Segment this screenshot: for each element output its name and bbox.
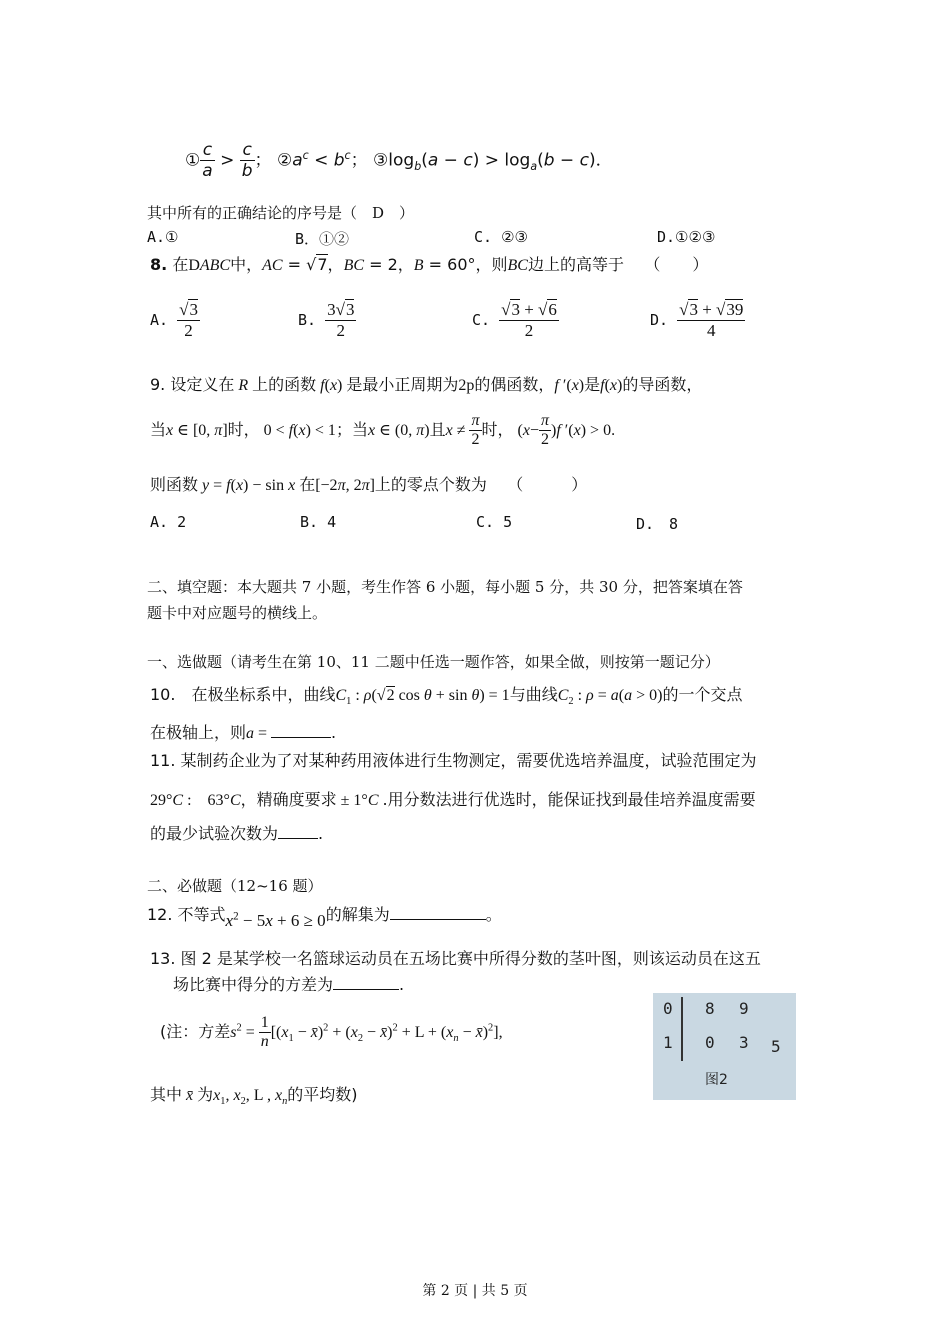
q11-line1: 11. 某制药企业为了对某种药用液体进行生物测定，需要优选培养温度，试验范围定为: [150, 751, 757, 770]
q9-l2-e: 时，: [481, 420, 514, 439]
q12-text-a: 12. 不等式: [147, 905, 226, 924]
q9-l3-c: 上的零点个数为: [374, 475, 487, 494]
q9-option-d: D. 8: [636, 515, 679, 533]
leaf-0-0: 8: [705, 999, 715, 1018]
q8-text-d: 边上的高等于: [527, 255, 624, 274]
q11-line2: 29°C : 63°C，精确度要求 ± 1°C .用分数法进行优选时，能保证找到最佳培养温度需要: [150, 790, 756, 809]
q9-l1-c: 是最小正周期为: [346, 375, 459, 394]
q8-label-b: B.: [298, 311, 317, 329]
q11-answer-blank[interactable]: [278, 838, 318, 839]
q8-answer-a: $\frac{√3}{2}$: [179, 300, 198, 340]
optional-heading: 一、选做题（请考生在第 10、11 二题中任选一题作答，如果全做，则按第一题记分）: [147, 653, 720, 671]
q8-answer-d: $\frac{√3 + √39}{4}$: [679, 300, 744, 340]
q10-l1-a: 10. 在极坐标系中，曲线: [150, 685, 336, 704]
q11-l2-b: .用分数法进行优选时，能保证找到最佳培养温度需要: [382, 790, 756, 809]
q8-option-c: [472, 300, 559, 341]
q9-l1-e: 是: [584, 375, 601, 394]
q8-answer-b: $\frac{3√3}{2}$: [327, 300, 355, 340]
q9-option-a: A. 2: [150, 513, 187, 531]
q7-option-d: D.①②③: [657, 228, 716, 246]
q8-option-d: [650, 300, 745, 341]
q9-line2: 当x ∈ [0, π]时， 0 < f(x) < 1；当x ∈ (0, π)且x ≠ $\frac{\pi}{2}$ 时， (x− $\frac{\pi}{2}$ )f ′(x) > 0.: [150, 412, 616, 448]
q9-option-c: C. 5: [476, 513, 513, 531]
q7-prompt: 其中所有的正确结论的序号是（ D ）: [147, 204, 415, 222]
leaf-0-1: 9: [739, 999, 749, 1018]
q9-option-b: B. 4: [300, 513, 337, 531]
q9-paren: （ ）: [507, 475, 588, 494]
q10-l1-b: 与曲线: [509, 685, 558, 704]
q10-line2: 在极轴上，则a = .: [150, 723, 337, 742]
q7-conditions: ① $\frac{c}{a}$ > $\frac{c}{b}$ ； $②a^c < b^c$； $③\log_b(a - c) > \log_a(b - c)$．: [185, 140, 613, 181]
q12-text-b: 的解集为: [325, 905, 390, 924]
q8-label-d: D.: [650, 311, 669, 329]
frac-pi-2: $\frac{\pi}{2}$: [471, 412, 480, 448]
required-heading: 二、必做题（12~16 题）: [147, 877, 323, 895]
section2-heading-line1: 二、填空题：本大题共 7 小题，考生作答 6 小题，每小题 5 分，共 30 分，把答案填在答: [147, 578, 743, 596]
q13-note-c: 为: [197, 1085, 214, 1104]
q8-label-c: C.: [472, 311, 491, 329]
q7-option-a: A.①: [147, 228, 179, 246]
q13-note-b: 其中: [150, 1085, 183, 1104]
cond1-marker: ①: [185, 150, 201, 171]
q13-l2-text: 场比赛中得分的方差为: [173, 975, 334, 994]
q10-l2-a: 在极轴上，则: [150, 723, 247, 742]
q8-paren: （ ）: [644, 255, 709, 274]
leaf-1-1: 3: [739, 1033, 749, 1052]
q13-line2: 场比赛中得分的方差为 .: [173, 975, 405, 994]
stem-0: 0: [663, 999, 673, 1018]
stem-leaf-figure: [653, 993, 796, 1100]
q10-answer-blank[interactable]: [271, 737, 331, 738]
frac-pi-2b: $\frac{\pi}{2}$: [540, 412, 549, 448]
q9-l1-f: 的导函数，: [622, 375, 703, 394]
q9-l3-a: 则函数: [150, 475, 199, 494]
q9-line1: 9. 设定义在 R 上的函数 f(x) 是最小正周期为2p的偶函数，f ′(x)是f(x)的导函数，: [150, 375, 703, 394]
leaf-1-0: 0: [705, 1033, 715, 1052]
q10-line1: 10. 在极坐标系中，曲线$C_1$ : ρ(√2 cos θ + sin θ) = 1与曲线$C_2$ : ρ = a(a > 0)的一个交点: [150, 685, 743, 708]
q8-text-a: 在: [172, 255, 189, 274]
q8-option-b: [298, 300, 356, 341]
frac-1-n: $\frac{1}{n}$: [260, 1014, 269, 1050]
q10-l1-c: 的一个交点: [662, 685, 743, 704]
q9-l1-d: 的偶函数，: [474, 375, 555, 394]
q11-line3: 的最少试验次数为 .: [150, 824, 324, 843]
q7-option-c: C. ②③: [474, 228, 528, 246]
q12-line: 12. 不等式$x^2 - 5x + 6 \ge 0$的解集为 。: [147, 905, 502, 930]
q11-l2-a: ，精确度要求: [240, 790, 337, 809]
q8-stem: 8. 在DABC中，AC = √7，BC = 2，B = 60°，则BC边上的高等于 （ ）: [150, 255, 709, 274]
q13-note-d: 的平均数): [287, 1085, 358, 1104]
q9-l2-d: 且: [429, 420, 446, 439]
q13-note-2: 其中 x̄ 为$x_1$, $x_2$, L , $x_n$的平均数): [150, 1085, 358, 1108]
leaf-1-2: 5: [771, 1037, 781, 1056]
q8-text-c: ，则: [475, 255, 508, 274]
q8-number: 8.: [150, 255, 168, 274]
q8-label-a: A.: [150, 311, 169, 329]
frac-c-a: $\frac{c}{a}$: [202, 140, 213, 181]
section2-heading-line2: 题卡中对应题号的横线上。: [147, 604, 328, 622]
q9-l1-b: 上的函数: [252, 375, 317, 394]
q9-l2-b: 时，: [227, 420, 260, 439]
q9-l2-a: 当: [150, 420, 167, 439]
q13-answer-blank[interactable]: [333, 989, 399, 990]
frac-c-b: $\frac{c}{b}$: [241, 140, 253, 181]
cond2-marker: ②: [276, 150, 293, 171]
figure-caption: 图2: [705, 1072, 728, 1088]
q9-l1-a: 9. 设定义在: [150, 375, 235, 394]
q13-note-a: (注：方差: [160, 1022, 231, 1041]
q13-line1: 13. 图 2 是某学校一名篮球运动员在五场比赛中所得分数的茎叶图，则该运动员在这五: [150, 949, 761, 968]
q9-l2-c: ；当: [335, 420, 368, 439]
stem-divider: [681, 997, 683, 1061]
q9-l3-b: 在: [299, 475, 316, 494]
q12-answer-blank[interactable]: [390, 919, 486, 920]
q13-note: (注：方差$s^2$ = $\frac{1}{n}$ [($x_1$ − x̄)$^2$ + ($x_2$ − x̄)$^2$ + $L + (x_n$ − x̄)$^2$],: [160, 1014, 503, 1050]
page-footer: 第 2 页 | 共 5 页: [422, 1283, 528, 1299]
q11-l3-text: 的最少试验次数为: [150, 824, 279, 843]
q8-text-b: 中，: [230, 255, 263, 274]
q8-answer-c: $\frac{√3 + √6}{2}$: [501, 300, 557, 340]
cond3-marker: ③: [373, 150, 389, 171]
q9-line3: 则函数 y = f(x) − sin x 在[−2π, 2π]上的零点个数为 （ ）: [150, 475, 588, 494]
q7-option-b: B．①②: [295, 230, 350, 248]
q10-l2-b: .: [331, 723, 337, 742]
q12-end: 。: [485, 905, 502, 924]
stem-1: 1: [663, 1033, 673, 1052]
q8-option-a: [150, 300, 200, 341]
